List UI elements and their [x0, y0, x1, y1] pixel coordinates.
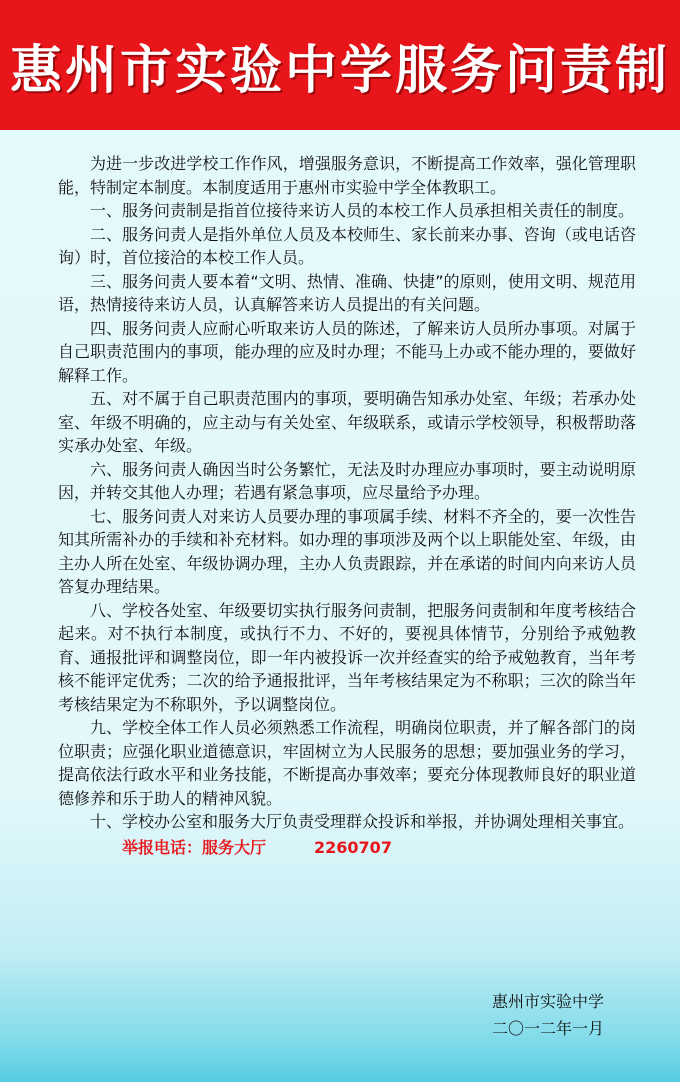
- title-banner: [0, 0, 680, 130]
- paragraph-article-2: 二、服务问责人是指外单位人员及本校师生、家长前来办事、咨询（或电话咨询）时，首位接洽的本校工作人员。: [58, 224, 636, 267]
- paragraph-article-5: 五、对不属于自己职责范围内的事项，要明确告知承办处室、年级；若承办处室、年级不明确的，应主动与有关处室、年级联系，或请示学校领导，积极帮助落实承办处室、年级。: [58, 389, 636, 455]
- hotline-number: 2260707: [314, 837, 392, 857]
- hotline-label: 举报电话：服务大厅: [122, 837, 267, 857]
- paragraph-intro: 为进一步改进学校工作作风，增强服务意识，不断提高工作效率，强化管理职能，特制定本制度。本制度适用于惠州市实验中学全体教职工。: [58, 154, 636, 197]
- paragraph-article-6: 六、服务问责人确因当时公务繁忙，无法及时办理应办事项时，要主动说明原因，并转交其他人办理；若遇有紧急事项，应尽量给予办理。: [58, 459, 636, 502]
- signature-block: [492, 988, 604, 1042]
- paragraph-article-4: 四、服务问责人应耐心听取来访人员的陈述，了解来访人员所办事项。对属于自己职责范围内的事项，能办理的应及时办理；不能马上办或不能办理的，要做好解释工作。: [58, 318, 636, 385]
- paragraph-article-10: 十、学校办公室和服务大厅负责受理群众投诉和举报，并协调处理相关事宜。: [90, 812, 635, 831]
- paragraph-article-7: 七、服务问责人对来访人员要办理的事项属手续、材料不齐全的，要一次性告知其所需补办的手续和补充材料。如办理的事项涉及两个以上职能处室、年级，由主办人所在处室、年级协调办理，主办人负责跟踪，并在承诺的时间内向来访人员答复办理结果。: [58, 506, 636, 596]
- paragraph-article-3: 三、服务问责人要本着“文明、热情、准确、快捷”的原则，使用文明、规范用语，热情接待来访人员，认真解答来访人员提出的有关问题。: [58, 271, 636, 314]
- signature-date: 二〇一二年一月: [492, 1019, 605, 1038]
- notice-body: [58, 152, 636, 859]
- paragraph-article-8: 八、学校各处室、年级要切实执行服务问责制，把服务问责制和年度考核结合起来。对不执行本制度，或执行不力、不好的，要视具体情节，分别给予戒勉教育、通报批评和调整岗位，即一年内被投诉一次并经查实的给予戒勉教育，当年考核不能评定优秀；二次的给予通报批评，当年考核结果定为不称职；三次的除当年考核结果定为不称职外，予以调整岗位。: [58, 600, 636, 714]
- hotline: [58, 836, 636, 860]
- signature-org: 惠州市实验中学: [492, 992, 605, 1011]
- paragraph-article-1: 一、服务问责制是指首位接待来访人员的本校工作人员承担相关责任的制度。: [90, 201, 635, 220]
- page-title: 惠州市实验中学服务问责制: [9, 40, 670, 101]
- paragraph-article-9: 九、学校全体工作人员必须熟悉工作流程，明确岗位职责，并了解各部门的岗位职责；应强化职业道德意识，牢固树立为人民服务的思想；要加强业务的学习，提高依法行政水平和业务技能，不断提高办事效率；要充分体现教师良好的职业道德修养和乐于助人的精神风貌。: [58, 718, 636, 808]
